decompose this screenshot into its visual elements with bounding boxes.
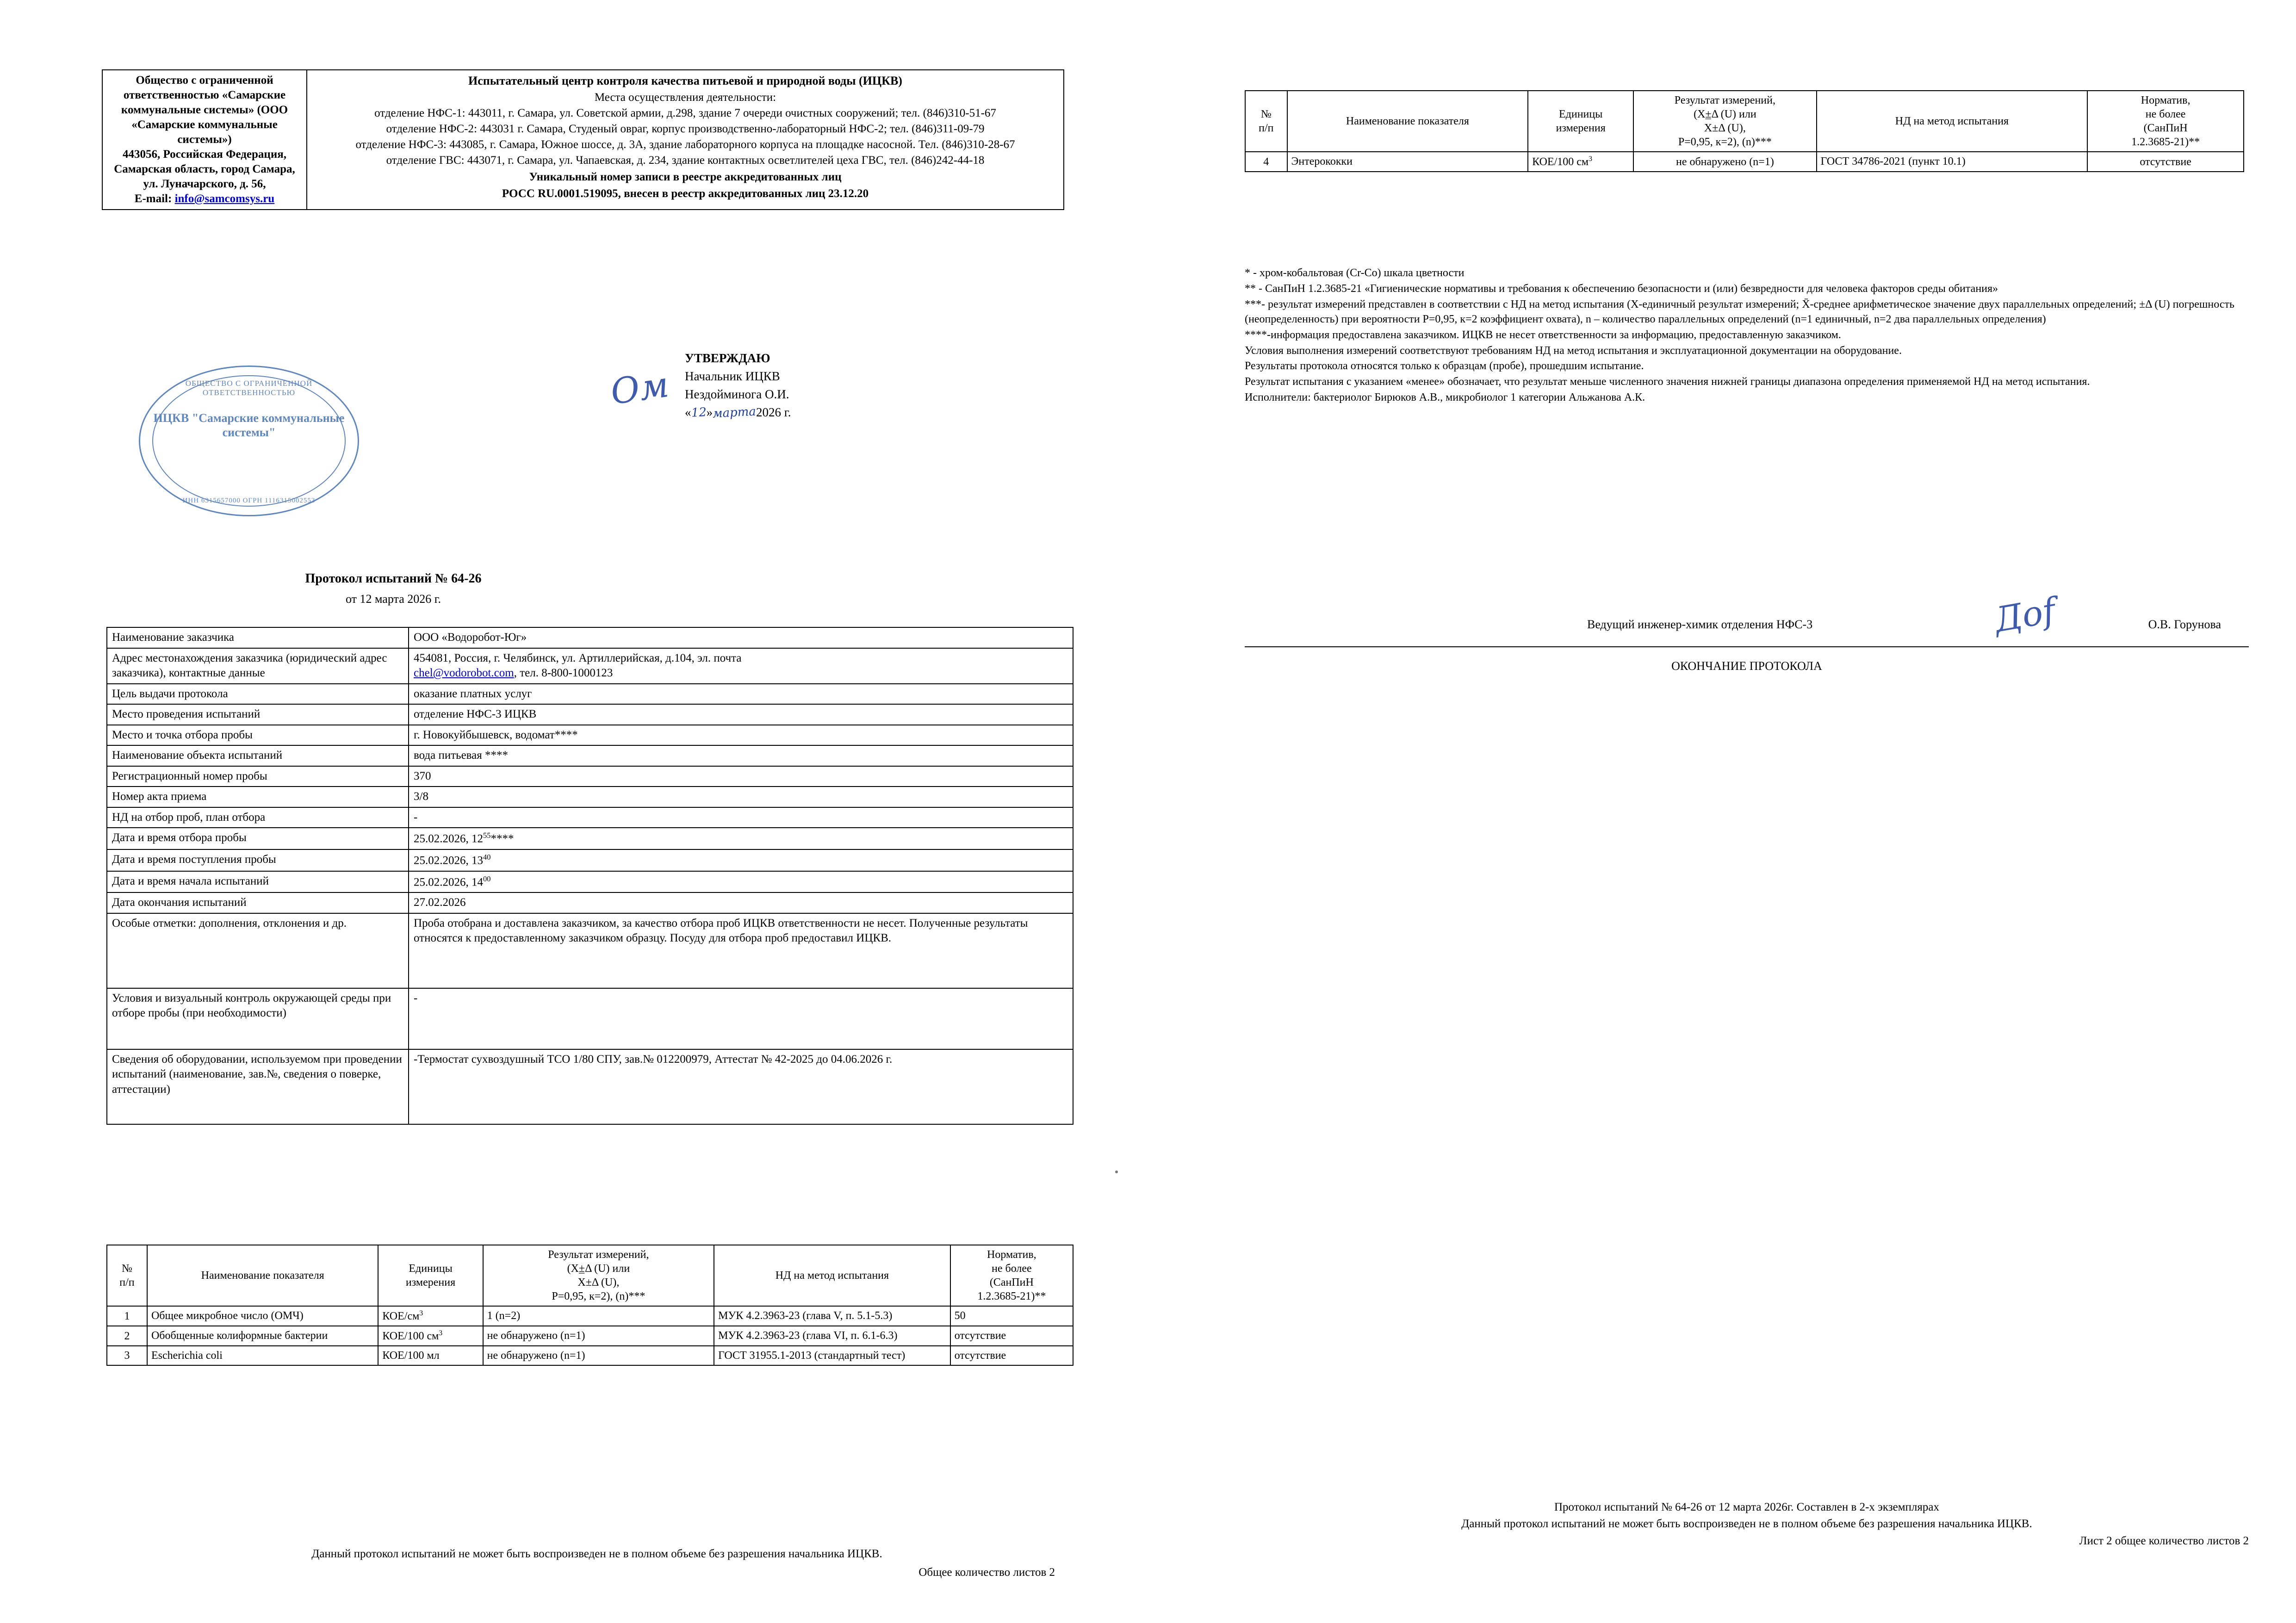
approver-signature: Ом [608, 364, 671, 413]
note-6: Результаты протокола относятся только к образцам (пробе), прошедшим испытание. [1245, 360, 1644, 372]
table-row [107, 871, 1073, 893]
results-table-page2 [1245, 90, 2244, 172]
table-row [107, 892, 1073, 913]
end-of-protocol: ОКОНЧАНИЕ ПРОТОКОЛА [1671, 659, 1822, 673]
letterhead-table [102, 69, 1064, 210]
signer-role: Ведущий инженер-химик отделения НФС-3 [1587, 618, 1813, 631]
table-row [107, 849, 1073, 871]
footer-right-line2: Данный протокол испытаний не может быть воспроизведен не в полном объеме без разрешения начальника ИЦКВ. [1461, 1518, 2032, 1530]
row4-num: 4 [1245, 152, 1287, 172]
table-row [107, 1306, 1073, 1326]
branch-3: отделение НФС-3: 443085, г. Самара, Южное шоссе, д. 3А, здание лабораторного корпуса на площадке насосной. Тел. (846)310-28-67 [355, 138, 1015, 151]
note-8: Исполнители: бактериолог Бирюков А.В., микробиолог 1 категории Альжанова А.К. [1245, 391, 1645, 404]
table-row [107, 913, 1073, 988]
info-val-6: 370 [409, 766, 1073, 787]
page-2 [1148, 0, 2296, 1623]
info-val-7: 3/8 [409, 787, 1073, 807]
info-key-12: Дата окончания испытаний [107, 892, 409, 913]
row2-result: не обнаружено (n=1) [483, 1326, 714, 1346]
table-row [107, 648, 1073, 684]
table-row [1245, 152, 2244, 172]
info-key-3: Место проведения испытаний [107, 704, 409, 725]
info-val-9-sup: 55 [483, 831, 491, 840]
col-result: Результат измерений, (Х±Δ (U) или ¯ X±Δ (U), Р=0,95, к=2), (n)*** [1633, 91, 1816, 152]
info-key-6: Регистрационный номер пробы [107, 766, 409, 787]
table-row [107, 1326, 1073, 1346]
results-header-row [107, 1245, 1073, 1306]
info-val-2: оказание платных услуг [409, 684, 1073, 705]
info-key-7: Номер акта приема [107, 787, 409, 807]
info-val-10-sup: 40 [483, 852, 491, 861]
col-num: № п/п [1245, 91, 1287, 152]
approve-date-day: 12 [690, 405, 707, 421]
unique-record-line-2: РОСС RU.0001.519095, внесен в реестр аккредитованных лиц 23.12.20 [502, 187, 869, 200]
org-address: 443056, Российская Федерация, Самарская область, город Самара, ул. Луначарского, д. 56, [114, 148, 295, 190]
info-val-10 [409, 849, 1073, 871]
stamp-center-text: ИЦКВ "Самарские коммунальные системы" [153, 411, 345, 439]
info-val-9 [409, 828, 1073, 849]
table-row [107, 807, 1073, 828]
center-cell [307, 70, 1064, 210]
customer-email-link[interactable]: chel@vodorobot.com [414, 667, 514, 679]
note-7: Результат испытания с указанием «менее» обозначает, что результат меньше численного значения нижней границы диапазона определения применяемой НД на метод испытания. [1245, 376, 2090, 388]
row4-name: Энтерококки [1287, 152, 1528, 172]
info-val-3: отделение НФС-3 ИЦКВ [409, 704, 1073, 725]
branch-2: отделение НФС-2: 443031 г. Самара, Студеный овраг, корпус производственно-лабораторный НФС-2; тел. (846)311-09-79 [386, 123, 985, 136]
info-val-9-tail: **** [490, 832, 514, 845]
protocol-date: от 12 марта 2026 г. [346, 592, 441, 606]
row2-units-sup: 3 [439, 1329, 443, 1337]
footer-left-line2: Общее количество листов 2 [918, 1566, 1055, 1579]
row1-units-text: КОЕ/см [382, 1310, 420, 1322]
row3-method: ГОСТ 31955.1-2013 (стандартный тест) [714, 1346, 950, 1365]
row2-name: Обобщенные колиформные бактерии [147, 1326, 378, 1346]
table-row [107, 766, 1073, 787]
info-key-5: Наименование объекта испытаний [107, 745, 409, 766]
approve-date-quote-close: » [706, 405, 713, 420]
col-name: Наименование показателя [1287, 91, 1528, 152]
org-email-label: E-mail: [134, 192, 172, 205]
info-val-11-text: 25.02.2026, 14 [414, 875, 483, 888]
row1-norm: 50 [950, 1306, 1073, 1326]
note-4: ****-информация предоставлена заказчиком. ИЦКВ не несет ответственности за информацию, предоставленную заказчиком. [1245, 328, 1841, 341]
info-key-0: Наименование заказчика [107, 627, 409, 648]
results-table-page1 [106, 1245, 1074, 1366]
approver-position: Начальник ИЦКВ [685, 369, 780, 384]
info-key-4: Место и точка отбора пробы [107, 725, 409, 746]
info-val-11 [409, 871, 1073, 893]
info-val-5: вода питьевая **** [409, 745, 1073, 766]
signature-rule [1245, 646, 2249, 647]
row3-num: 3 [107, 1346, 147, 1365]
row4-units-sup: 3 [1589, 155, 1593, 163]
row2-units [378, 1326, 483, 1346]
note-1: * - хром-кобальтовая (Cr-Co) шкала цветности [1245, 267, 1464, 279]
approver-name: Нездойминога О.И. [685, 387, 789, 402]
info-val-4: г. Новокуйбышевск, водомат**** [409, 725, 1073, 746]
row2-units-text: КОЕ/100 см [382, 1330, 439, 1342]
sample-info-table [106, 627, 1074, 1125]
row2-method: МУК 4.2.3963-23 (глава VI, п. 6.1-6.3) [714, 1326, 950, 1346]
col-norm: Норматив, не более (СанПиН 1.2.3685-21)** [2087, 91, 2244, 152]
notes-block [1245, 266, 2249, 406]
table-row [107, 828, 1073, 849]
info-key-9: Дата и время отбора пробы [107, 828, 409, 849]
col-units: Единицы измерения [378, 1245, 483, 1306]
org-cell [102, 70, 307, 210]
stamp-bottom-text: ИНН 6315657000 ОГРН 1116315002553 [182, 497, 316, 504]
info-key-11: Дата и время начала испытаний [107, 871, 409, 893]
stamp-top-text: ОБЩЕСТВО С ОГРАНИЧЕННОЙ ОТВЕТСТВЕННОСТЬЮ [185, 379, 313, 397]
info-val-10-text: 25.02.2026, 13 [414, 854, 483, 867]
row1-num: 1 [107, 1306, 147, 1326]
table-row [107, 1049, 1073, 1124]
row4-result: не обнаружено (n=1) [1633, 152, 1816, 172]
info-val-0: ООО «Водоробот-Юг» [409, 627, 1073, 648]
row1-units [378, 1306, 483, 1326]
col-name: Наименование показателя [147, 1245, 378, 1306]
col-method: НД на метод испытания [714, 1245, 950, 1306]
note-3: ***- результат измерений представлен в соответствии с НД на метод испытания (Х-единичный результат измерений; X̄-среднее арифметическое значение двух параллельных определений; ±Δ (U) погрешность (неопределенность) при вероятности Р=0,95, к=2 коэффициент охвата), n – количество параллельных определений (n=1 единичный, n=2 два параллельных определения) [1245, 298, 2234, 325]
row1-result: 1 (n=2) [483, 1306, 714, 1326]
row4-norm: отсутствие [2087, 152, 2244, 172]
center-title: Испытательный центр контроля качества питьевой и природной воды (ИЦКВ) [468, 74, 902, 87]
unique-record-line-1: Уникальный номер записи в реестре аккредитованных лиц [529, 171, 842, 184]
org-name: Общество с ограниченной ответственностью «Самарские коммунальные системы» (ООО «Самарские коммунальные системы») [121, 74, 288, 146]
approve-date [685, 403, 981, 422]
info-val-9-text: 25.02.2026, 12 [414, 832, 483, 845]
row3-norm: отсутствие [950, 1346, 1073, 1365]
results-header-row [1245, 91, 2244, 152]
table-row [107, 684, 1073, 705]
row4-units-text: КОЕ/100 см [1532, 156, 1589, 168]
info-val-12: 27.02.2026 [409, 892, 1073, 913]
info-val-13: Проба отобрана и доставлена заказчиком, за качество отбора проб ИЦКВ ответственности не несет. Полученные результаты относятся к предоставленному заказчиком образцу. Посуду для отбора проб предоставил ИЦКВ. [409, 913, 1073, 988]
approve-date-quote-open: « [685, 405, 691, 420]
info-key-13: Особые отметки: дополнения, отклонения и др. [107, 913, 409, 988]
info-val-15: -Термостат сухвоздушный ТСО 1/80 СПУ, зав.№ 012200979, Аттестат № 42-2025 до 04.06.2026 г. [409, 1049, 1073, 1124]
org-email-line [107, 192, 302, 206]
info-key-2: Цель выдачи протокола [107, 684, 409, 705]
info-key-10: Дата и время поступления пробы [107, 849, 409, 871]
col-num: № п/п [107, 1245, 147, 1306]
table-row [107, 725, 1073, 746]
signer-signature: Дof [1991, 590, 2059, 640]
page-separator-dot [1115, 1171, 1118, 1173]
branch-4: отделение ГВС: 443071, г. Самара, ул. Чапаевская, д. 234, здание контактных осветлителей цеха ГВС, тел. (846)242-44-18 [386, 154, 985, 167]
table-row [107, 704, 1073, 725]
row1-units-sup: 3 [419, 1309, 423, 1317]
approve-date-year: 2026 г. [756, 405, 791, 420]
col-units: Единицы измерения [1528, 91, 1633, 152]
branch-1: отделение НФС-1: 443011, г. Самара, ул. Советской армии, д.298, здание 7 очереди очистных сооружений; тел. (846)310-51-67 [374, 107, 996, 120]
approve-date-month: марта [712, 404, 757, 421]
approval-block [608, 349, 981, 422]
signer-name: О.В. Горунова [2148, 618, 2221, 631]
official-stamp [139, 365, 359, 516]
info-val-1: 454081, Россия, г. Челябинск, ул. Артиллерийская, д.104, эл. почта chel@vodorobot.com, тел. 8-800-1000123 [409, 648, 1073, 684]
row1-method: МУК 4.2.3963-23 (глава V, п. 5.1-5.3) [714, 1306, 950, 1326]
col-norm: Норматив, не более (СанПиН 1.2.3685-21)** [950, 1245, 1073, 1306]
row2-num: 2 [107, 1326, 147, 1346]
row3-units: КОЕ/100 мл [378, 1346, 483, 1365]
info-key-15: Сведения об оборудовании, используемом при проведении испытаний (наименование, зав.№, сведения о поверке, аттестации) [107, 1049, 409, 1124]
approve-word: УТВЕРЖДАЮ [685, 351, 770, 365]
info-key-14: Условия и визуальный контроль окружающей среды при отборе пробы (при необходимости) [107, 988, 409, 1049]
info-val-11-sup: 00 [483, 874, 491, 883]
row1-name: Общее микробное число (ОМЧ) [147, 1306, 378, 1326]
table-row [107, 627, 1073, 648]
places-label: Места осуществления деятельности: [594, 91, 776, 104]
table-row [107, 787, 1073, 807]
row4-units [1528, 152, 1633, 172]
footer-right [1245, 1499, 2249, 1549]
note-5: Условия выполнения измерений соответствуют требованиям НД на метод испытания и эксплуатационной документации на оборудование. [1245, 344, 1902, 357]
info-key-1: Адрес местонахождения заказчика (юридический адрес заказчика), контактные данные [107, 648, 409, 684]
row3-result: не обнаружено (n=1) [483, 1346, 714, 1365]
org-email-link[interactable]: info@samcomsys.ru [174, 192, 275, 205]
table-row [107, 1346, 1073, 1365]
protocol-title: Протокол испытаний № 64-26 [305, 571, 482, 586]
row3-name: Escherichia coli [147, 1346, 378, 1365]
row2-norm: отсутствие [950, 1326, 1073, 1346]
note-2: ** - СанПиН 1.2.3685-21 «Гигиенические нормативы и требования к обеспечению безопасности и (или) безвредности для человека факторов среды обитания» [1245, 282, 1998, 295]
col-method: НД на метод испытания [1817, 91, 2088, 152]
footer-right-line1: Протокол испытаний № 64-26 от 12 марта 2026г. Составлен в 2-х экземплярах [1554, 1501, 1939, 1513]
info-key-8: НД на отбор проб, план отбора [107, 807, 409, 828]
row4-method: ГОСТ 34786-2021 (пункт 10.1) [1817, 152, 2088, 172]
table-row [107, 745, 1073, 766]
footer-left-line1: Данный протокол испытаний не может быть воспроизведен не в полном объеме без разрешения начальника ИЦКВ. [311, 1548, 882, 1560]
table-row [107, 988, 1073, 1049]
info-val-14: - [409, 988, 1073, 1049]
col-result: Результат измерений, (Х±Δ (U) или ¯ X±Δ (U), Р=0,95, к=2), (n)*** [483, 1245, 714, 1306]
footer-right-line3: Лист 2 общее количество листов 2 [2079, 1534, 2249, 1547]
info-val-8: - [409, 807, 1073, 828]
